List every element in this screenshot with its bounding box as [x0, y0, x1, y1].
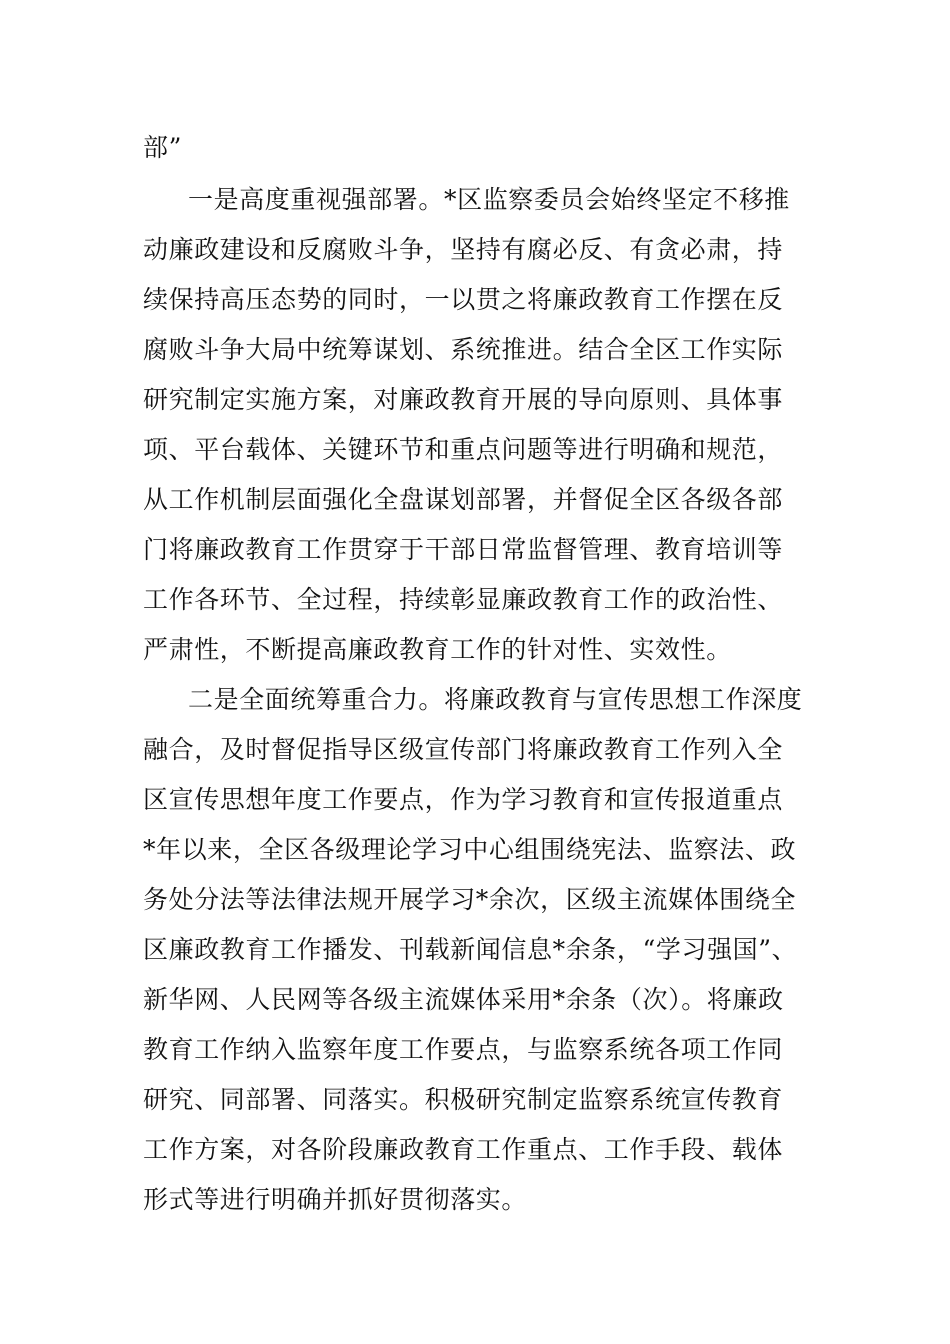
text-line: 腐败斗争大局中统筹谋划、系统推进。结合全区工作实际 — [143, 335, 784, 364]
text-line: 部” — [143, 133, 182, 162]
text-line: 从工作机制层面强化全盘谋划部署，并督促全区各级各部 — [143, 485, 784, 514]
text-line: 严肃性，不断提高廉政教育工作的针对性、实效性。 — [143, 635, 732, 664]
text-line: 融合，及时督促指导区级宣传部门将廉政教育工作列入全 — [143, 735, 784, 764]
text-line: 务处分法等法律法规开展学习*余次，区级主流媒体围绕全 — [143, 885, 797, 914]
text-line: 工作各环节、全过程，持续彰显廉政教育工作的政治性、 — [143, 585, 784, 614]
text-line: 工作方案，对各阶段廉政教育工作重点、工作手段、载体 — [143, 1135, 784, 1164]
text-line: 研究制定实施方案，对廉政教育开展的导向原则、具体事 — [143, 385, 784, 414]
text-line: 研究、同部署、同落实。积极研究制定监察系统宣传教育 — [143, 1085, 784, 1114]
text-line: 教育工作纳入监察年度工作要点，与监察系统各项工作同 — [143, 1035, 784, 1064]
text-line: 新华网、人民网等各级主流媒体采用*余条（次）。将廉政 — [143, 985, 784, 1014]
paragraph-2-first-line: 二是全面统筹重合力。将廉政教育与宣传思想工作深度 — [188, 685, 803, 714]
text-line: 续保持高压态势的同时，一以贯之将廉政教育工作摆在反 — [143, 285, 784, 314]
text-line: *年以来，全区各级理论学习中心组围绕宪法、监察法、政 — [143, 835, 797, 864]
text-line: 动廉政建设和反腐败斗争，坚持有腐必反、有贪必肃，持 — [143, 235, 784, 264]
text-line: 形式等进行明确并抓好贯彻落实。 — [143, 1185, 528, 1214]
text-line: 区廉政教育工作播发、刊载新闻信息*余条，“学习强国”、 — [143, 935, 798, 964]
text-line: 区宣传思想年度工作要点，作为学习教育和宣传报道重点 — [143, 785, 784, 814]
paragraph-1-first-line: 一是高度重视强部署。*区监察委员会始终坚定不移推 — [188, 185, 790, 214]
text-line: 门将廉政教育工作贯穿于干部日常监督管理、教育培训等 — [143, 535, 784, 564]
text-line: 项、平台载体、关键环节和重点问题等进行明确和规范， — [143, 435, 784, 464]
